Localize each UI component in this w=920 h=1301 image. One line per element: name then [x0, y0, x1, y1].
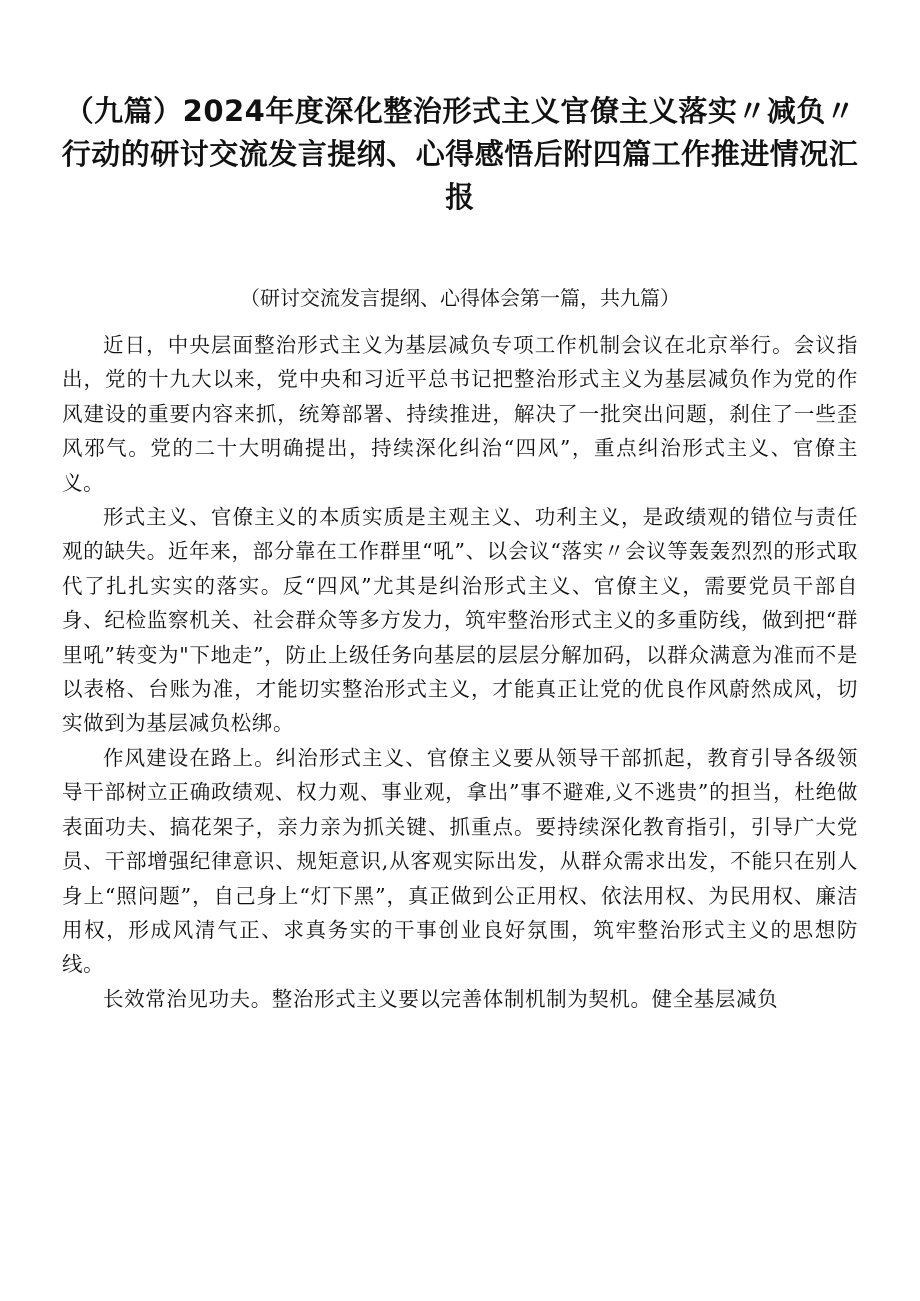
- paragraph: 形式主义、官僚主义的本质实质是主观主义、功利主义，是政绩观的错位与责任观的缺失。近年来，部分靠在工作群里“吼”、以会议“落实〃会议等轰轰烈烈的形式取代了扎扎实实的落实。反“四风”尤其是纠治形式主义、官僚主义，需要党员干部自身、纪检监察机关、社会群众等多方发力，筑牢整治形式主义的多重防线，做到把“群里吼”转变为"下地走”，防止上级任务向基层的层层分解加码，以群众满意为准而不是以表格、台账为准，才能切实整治形式主义，才能真正让党的优良作风蔚然成风，切实做到为基层减负松绑。: [62, 505, 858, 736]
- paragraph: 作风建设在路上。纠治形式主义、官僚主义要从领导干部抓起，教育引导各级领导干部树立正确政绩观、权力观、事业观，拿出”事不避难,义不逃贵”的担当，杜绝做表面功夫、搞花架子，亲力亲为抓关键、抓重点。要持续深化教育指引，引导广大党员、干部增强纪律意识、规矩意识,从客观实际出发，从群众需求出发，不能只在别人身上“照问题”，自己身上“灯下黑”，真正做到公正用权、依法用权、为民用权、廉洁用权，形成风清气正、求真务实的干事创业良好氛围，筑牢整治形式主义的思想防线。: [62, 745, 858, 977]
- paragraph: 长效常治见功夫。整治形式主义要以完善体制机制为契机。健全基层减负: [103, 986, 779, 1011]
- paragraph: 近日，中央层面整治形式主义为基层减负专项工作机制会议在北京举行。会议指出，党的十九大以来，党中央和习近平总书记把整治形式主义为基层减负作为党的作风建设的重要内容来抓，统筹部署、持续推进，解决了一批突出问题，刹住了一些歪风邪气。党的二十大明确提出，持续深化纠治“四风”，重点纠治形式主义、官僚主义。: [62, 333, 858, 495]
- document-subtitle: （研讨交流发言提纲、心得体会第一篇，共九篇）: [240, 286, 680, 310]
- document-title: （九篇）2024年度深化整治形式主义官僚主义落实〃减负〃行动的研讨交流发言提纲、心得感悟后附四篇工作推进情况汇报: [61, 94, 859, 214]
- document-body: [62, 328, 858, 1016]
